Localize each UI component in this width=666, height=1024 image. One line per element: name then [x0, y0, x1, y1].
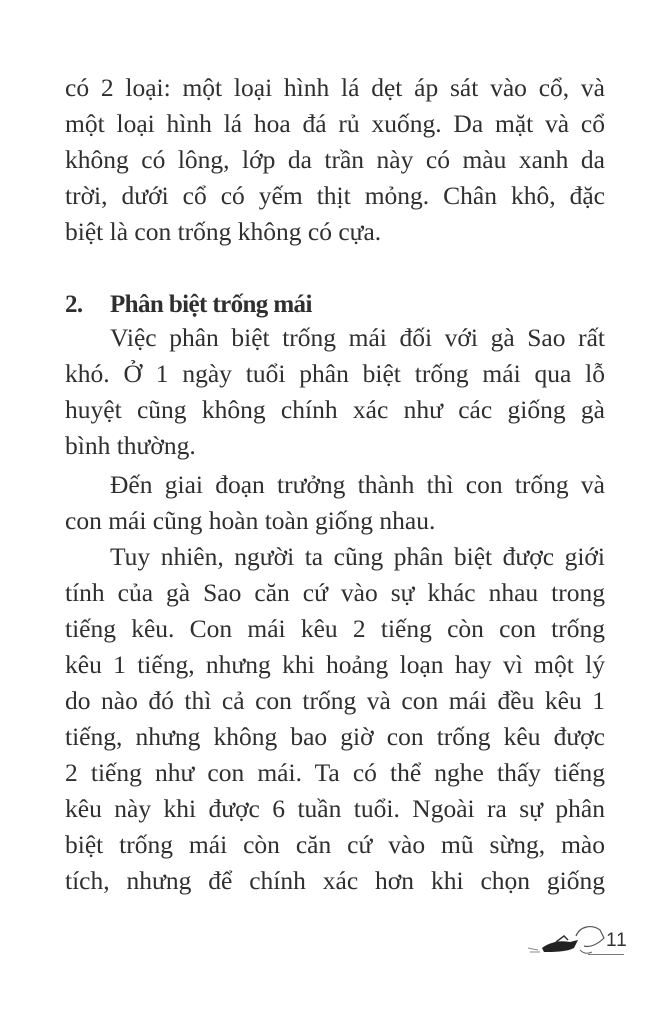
text-line: trời, dưới cổ có yếm thịt mỏng. Chân khô, đặc	[65, 181, 605, 210]
bird-ornament-icon	[520, 922, 610, 962]
text-line: con mái cũng hoàn toàn giống nhau.	[65, 506, 436, 535]
page-number: 11	[606, 930, 628, 951]
text-line: có 2 loại: một loại hình lá dẹt áp sát vào cổ, và	[65, 73, 605, 102]
text-line: Đến giai đoạn trưởng thành thì con trống và	[110, 470, 605, 499]
page-footer	[520, 922, 630, 967]
text-line: 2 tiếng như con mái. Ta có thể nghe thấy tiếng	[65, 758, 605, 787]
text-line: huyệt cũng không chính xác như các giống gà	[65, 395, 605, 424]
text-line: một loại hình lá hoa đá rủ xuống. Da mặt và cổ	[65, 109, 605, 138]
section-heading	[65, 290, 312, 320]
text-line: tính của gà Sao căn cứ vào sự khác nhau trong	[65, 578, 605, 607]
text-line: tiếng, nhưng không bao giờ con trống kêu được	[65, 722, 605, 751]
text-line: kêu này khi được 6 tuần tuổi. Ngoài ra sự phân	[65, 794, 605, 823]
text-line: biệt là con trống không có cựa.	[65, 217, 382, 246]
text-line: biệt trống mái còn căn cứ vào mũ sừng, mào	[65, 830, 605, 859]
section-number: 2.	[65, 291, 83, 318]
text-line: kêu 1 tiếng, nhưng khi hoảng loạn hay vì một lý	[65, 650, 605, 679]
text-line: bình thường.	[65, 431, 196, 460]
footer-rule	[588, 954, 624, 955]
text-line: tiếng kêu. Con mái kêu 2 tiếng còn con trống	[65, 614, 605, 643]
text-line: Việc phân biệt trống mái đối với gà Sao rất	[110, 323, 605, 352]
text-line: khó. Ở 1 ngày tuổi phân biệt trống mái qua lỗ	[65, 359, 605, 388]
text-line: tích, nhưng để chính xác hơn khi chọn giống	[65, 866, 605, 895]
text-line: Tuy nhiên, người ta cũng phân biệt được giới	[110, 542, 605, 571]
section-title: Phân biệt trống mái	[110, 291, 312, 318]
text-line: không có lông, lớp da trần này có màu xanh da	[65, 145, 605, 174]
text-line: do nào đó thì cả con trống và con mái đều kêu 1	[65, 686, 605, 715]
